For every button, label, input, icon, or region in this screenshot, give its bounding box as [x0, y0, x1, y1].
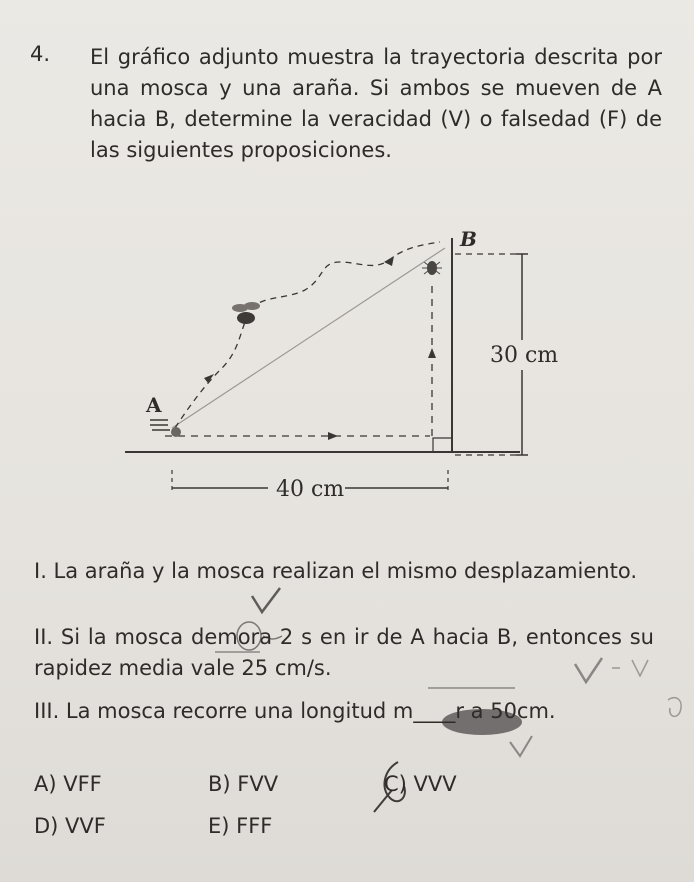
option-e[interactable]: E) FFF: [208, 814, 273, 838]
point-a-marker: [150, 420, 181, 437]
option-a[interactable]: A) VFF: [34, 772, 102, 796]
option-b[interactable]: B) FVV: [208, 772, 279, 796]
label-a: A: [146, 393, 162, 417]
proposition-i: I. La araña y la mosca realizan el mismo desplazamiento.: [34, 559, 638, 583]
question-statement: El gráfico adjunto muestra la trayectoria descrita por una mosca y una araña. Si ambos se mueven de A hacia B, determine la veracidad (V) o falsedad (F) de las siguientes proposiciones.: [90, 45, 662, 162]
width-label: 40 cm: [276, 477, 345, 502]
displacement-line: [172, 248, 445, 428]
question-number: 4.: [30, 42, 51, 66]
fly-icon: [232, 302, 260, 324]
spider-icon: [422, 261, 442, 275]
height-label: 30 cm: [490, 343, 559, 368]
proposition-iii: III. La mosca recorre una longitud m____r a 50cm.: [34, 699, 556, 723]
proposition-ii: II. Si la mosca demora 2 s en ir de A hacia B, entonces su rapidez media vale 25 cm/s.: [34, 625, 654, 680]
option-c[interactable]: C) VVV: [384, 772, 457, 796]
check-mark-iii: [510, 736, 532, 756]
option-d[interactable]: D) VVF: [34, 814, 106, 838]
label-b: B: [460, 227, 477, 251]
check-mark-i: [252, 588, 280, 612]
